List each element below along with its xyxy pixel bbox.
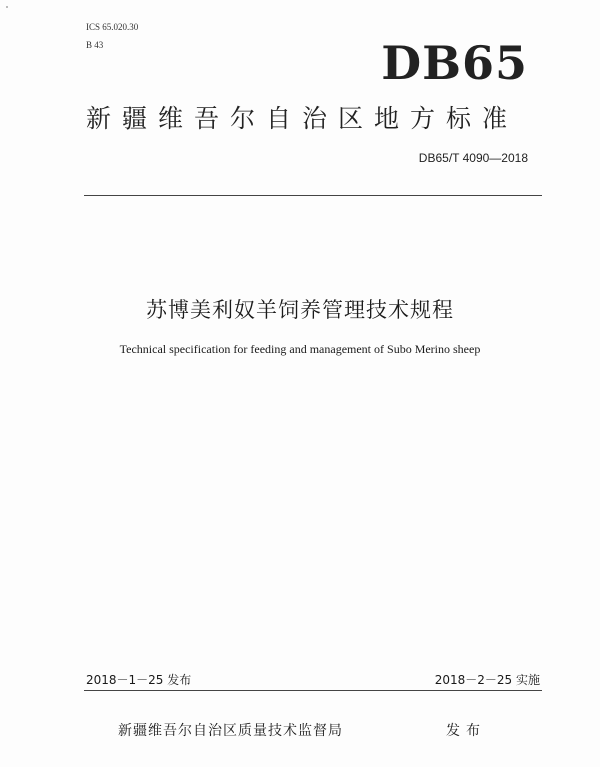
document-title-chinese: 苏博美利奴羊饲养管理技术规程	[146, 298, 454, 322]
standard-type-heading: 新疆维吾尔自治区地方标准	[86, 104, 519, 133]
standard-number: DB65/T 4090—2018	[418, 151, 528, 165]
scan-speck	[6, 6, 8, 8]
standard-logo: DB65	[381, 36, 528, 90]
document-title-english: Technical specification for feeding and management of Subo Merino sheep	[119, 342, 481, 356]
classification-code: B 43	[86, 40, 104, 50]
issuing-authority: 新疆维吾尔自治区质量技术监督局	[118, 723, 343, 739]
bottom-divider	[84, 690, 542, 691]
implementation-date: 2018－2－25 实施	[434, 673, 540, 687]
publish-date: 2018－1－25 发布	[86, 673, 192, 687]
top-divider	[84, 195, 542, 196]
issue-label: 发布	[446, 723, 486, 739]
ics-code: ICS 65.020.30	[86, 22, 139, 32]
